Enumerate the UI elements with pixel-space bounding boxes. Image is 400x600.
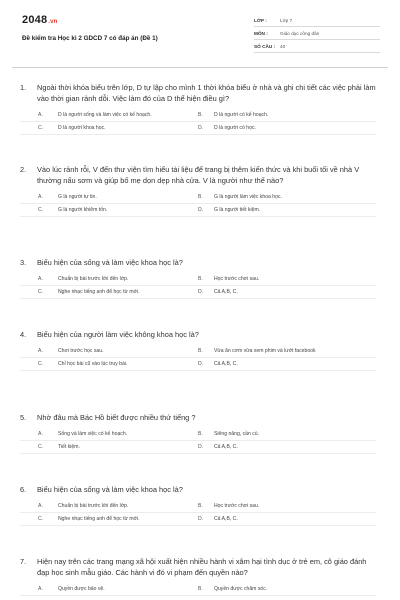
question-4 bbox=[20, 329, 376, 371]
option-text: Chỉ học bài cũ vào lúc truy bài. bbox=[58, 361, 128, 367]
option-b[interactable] bbox=[198, 430, 370, 438]
option-d[interactable] bbox=[198, 443, 370, 451]
question-text: Biểu hiện của sống và làm việc khoa học là? bbox=[37, 485, 183, 494]
option-text: D là người sống và làm việc có kế hoạch. bbox=[58, 112, 152, 118]
option-a[interactable] bbox=[20, 502, 192, 510]
option-b[interactable] bbox=[198, 111, 370, 119]
question-text: Hiện nay trên các trang mạng xã hội xuất hiện nhiều hành vi xâm hại tình dục ở trẻ em, cô giáo đánh đạp học sinh mẫu giáo. Các hành vi đó vi phạm đến quyền nào? bbox=[37, 557, 367, 577]
option-letter: B. bbox=[198, 348, 203, 354]
option-letter: A. bbox=[38, 276, 43, 282]
option-b[interactable] bbox=[198, 585, 370, 593]
option-a[interactable] bbox=[20, 275, 192, 283]
option-c[interactable] bbox=[20, 515, 192, 523]
option-letter: D. bbox=[198, 361, 204, 367]
option-c[interactable] bbox=[20, 206, 192, 214]
info-label: SỐ CÂU : bbox=[254, 43, 276, 49]
option-text: Siêng năng, cần cù. bbox=[214, 431, 260, 437]
option-letter: A. bbox=[38, 503, 43, 509]
question-number: 4. bbox=[20, 330, 27, 339]
option-letter: C. bbox=[38, 361, 44, 367]
option-a[interactable] bbox=[20, 111, 192, 119]
question-text: Vào lúc rảnh rỗi, V đến thư viện tìm hiểu tài liệu để trang bị thêm kiến thức và khi buổi tối về nhà V thường nấu sơm và giúp bố mẹ dọn dẹp nhà cửa. V là người như thế nào? bbox=[37, 165, 360, 185]
option-b[interactable] bbox=[198, 502, 370, 510]
option-text: Vừa ăn cơm vừa xem phim và lướt facebook bbox=[214, 348, 316, 354]
document-header bbox=[22, 14, 382, 58]
question-number: 3. bbox=[20, 258, 27, 267]
option-text: D là người có kế hoạch. bbox=[214, 112, 269, 118]
question-3 bbox=[20, 257, 376, 299]
option-text: D là người có học. bbox=[214, 125, 256, 131]
option-text: G là người khiêm tốn. bbox=[58, 207, 108, 213]
option-text: G là người làm việc khoa học. bbox=[214, 194, 282, 200]
option-text: Nghe nhạc tiếng anh để học từ mới. bbox=[58, 289, 140, 295]
option-text: Cả A,B, C. bbox=[214, 289, 238, 295]
option-text: G là người tiết kiệm. bbox=[214, 207, 261, 213]
option-d[interactable] bbox=[198, 360, 370, 368]
question-6 bbox=[20, 484, 376, 526]
option-text: Quyền được chăm sóc. bbox=[214, 586, 268, 592]
option-text: Tiết kiệm. bbox=[58, 444, 80, 450]
question-number: 6. bbox=[20, 485, 27, 494]
option-d[interactable] bbox=[198, 206, 370, 214]
option-letter: C. bbox=[38, 125, 44, 131]
option-c[interactable] bbox=[20, 124, 192, 132]
info-row-class bbox=[254, 14, 380, 27]
logo-suffix: .vn bbox=[48, 19, 58, 25]
question-number: 7. bbox=[20, 557, 27, 566]
option-letter: D. bbox=[198, 516, 204, 522]
option-letter: B. bbox=[198, 194, 203, 200]
option-letter: A. bbox=[38, 194, 43, 200]
option-a[interactable] bbox=[20, 585, 192, 593]
question-2 bbox=[20, 164, 376, 217]
option-text: Nghe nhạc tiếng anh để học từ mới. bbox=[58, 516, 140, 522]
info-label: LỚP : bbox=[254, 17, 267, 23]
option-b[interactable] bbox=[198, 193, 370, 201]
option-letter: A. bbox=[38, 112, 43, 118]
option-c[interactable] bbox=[20, 288, 192, 296]
question-number: 1. bbox=[20, 83, 27, 92]
option-b[interactable] bbox=[198, 275, 370, 283]
option-text: Cả A,B, C. bbox=[214, 444, 238, 450]
info-value: Giáo dục công dân bbox=[280, 30, 320, 36]
option-letter: C. bbox=[38, 207, 44, 213]
option-c[interactable] bbox=[20, 360, 192, 368]
info-value: Lớp 7 bbox=[280, 17, 293, 23]
question-text: Biểu hiện của người làm việc không khoa học là? bbox=[37, 330, 199, 339]
option-a[interactable] bbox=[20, 347, 192, 355]
option-text: Cả A,B, C. bbox=[214, 516, 238, 522]
option-letter: B. bbox=[198, 431, 203, 437]
option-text: G là người tự tin. bbox=[58, 194, 97, 200]
option-letter: B. bbox=[198, 503, 203, 509]
option-text: D là người khoa học. bbox=[58, 125, 106, 131]
option-letter: A. bbox=[38, 348, 43, 354]
option-letter: A. bbox=[38, 586, 43, 592]
option-d[interactable] bbox=[198, 288, 370, 296]
option-text: Sống và làm việc có kế hoạch. bbox=[58, 431, 128, 437]
question-number: 2. bbox=[20, 165, 27, 174]
info-row-count bbox=[254, 40, 380, 53]
exam-info-table bbox=[254, 14, 380, 53]
option-letter: C. bbox=[38, 444, 44, 450]
logo-main: 2048 bbox=[22, 14, 48, 26]
header-divider bbox=[12, 67, 388, 68]
option-b[interactable] bbox=[198, 347, 370, 355]
question-number: 5. bbox=[20, 413, 27, 422]
option-a[interactable] bbox=[20, 193, 192, 201]
exam-title: Đề kiểm tra Học kì 2 GDCD 7 có đáp án (Đề 1) bbox=[22, 35, 158, 42]
site-logo[interactable] bbox=[22, 14, 58, 26]
question-text: Biểu hiện của sống và làm việc khoa học là? bbox=[37, 258, 183, 267]
option-letter: D. bbox=[198, 444, 204, 450]
info-label: MÔN : bbox=[254, 30, 268, 36]
option-letter: B. bbox=[198, 276, 203, 282]
option-a[interactable] bbox=[20, 430, 192, 438]
option-text: Cả A,B, C. bbox=[214, 361, 238, 367]
question-text: Ngoài thời khóa biểu trên lớp, D tự lập cho mình 1 thời khóa biểu ở nhà và ghi chi tiết các việc phải làm vào thời gian rảnh dỗi. Việc làm đó của D thể hiện điều gì? bbox=[37, 83, 376, 103]
question-1 bbox=[20, 82, 376, 135]
info-row-subject bbox=[254, 27, 380, 40]
question-text: Nhờ đâu mà Bác Hồ biết được nhiều thứ tiếng ? bbox=[37, 413, 196, 422]
option-letter: A. bbox=[38, 431, 43, 437]
option-text: Học trước chơi sau. bbox=[214, 276, 260, 282]
option-text: Quyền được bảo vệ. bbox=[58, 586, 105, 592]
option-text: Học trước chơi sau. bbox=[214, 503, 260, 509]
question-7 bbox=[20, 556, 376, 596]
option-letter: C. bbox=[38, 289, 44, 295]
option-text: Chuẩn bị bài trước khi đến lớp. bbox=[58, 276, 129, 282]
option-letter: C. bbox=[38, 516, 44, 522]
info-value: 40 bbox=[280, 43, 286, 49]
option-letter: B. bbox=[198, 112, 203, 118]
option-letter: D. bbox=[198, 289, 204, 295]
option-text: Chuẩn bị bài trước khi đến lớp. bbox=[58, 503, 129, 509]
option-text: Chơi trước học sau. bbox=[58, 348, 104, 354]
option-c[interactable] bbox=[20, 443, 192, 451]
option-letter: D. bbox=[198, 125, 204, 131]
option-d[interactable] bbox=[198, 515, 370, 523]
option-letter: D. bbox=[198, 207, 204, 213]
option-letter: B. bbox=[198, 586, 203, 592]
question-5 bbox=[20, 412, 376, 454]
option-d[interactable] bbox=[198, 124, 370, 132]
